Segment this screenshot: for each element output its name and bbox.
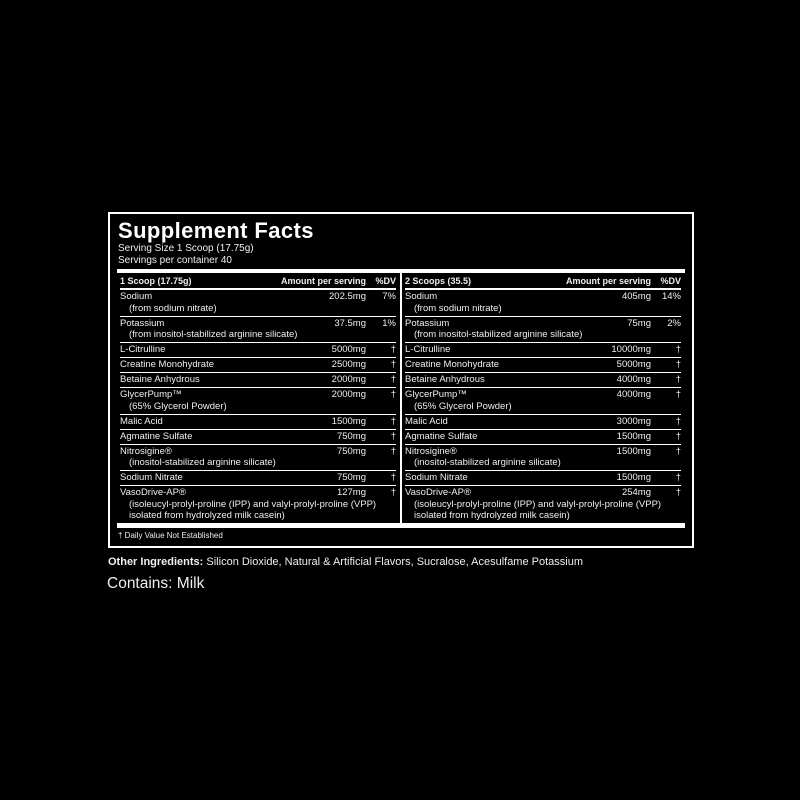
ingredient-name: Potassium [405, 317, 450, 329]
ingredient-dv: † [390, 415, 396, 427]
table-row-main [120, 446, 396, 458]
table-row-main [405, 416, 681, 428]
table-row-main [120, 291, 396, 303]
ingredient-subtext: (65% Glycerol Powder) [129, 400, 227, 412]
column-header-amount: Amount per serving [565, 276, 651, 286]
table-row [405, 415, 681, 430]
table-row [405, 388, 681, 415]
table-row-main [120, 359, 396, 371]
ingredient-dv: † [675, 359, 681, 370]
ingredient-dv: † [390, 389, 396, 400]
ingredient-dv: † [675, 445, 681, 457]
ingredient-subtext: (from sodium nitrate) [129, 302, 217, 314]
table-row-main [405, 374, 681, 386]
ingredient-amount: 4000mg [616, 389, 651, 400]
table-row [120, 415, 396, 430]
table-row [405, 317, 681, 344]
serving-size-text: Serving Size 1 Scoop (17.75g) [118, 243, 254, 254]
ingredient-amount: 3000mg [616, 415, 651, 427]
ingredient-name: GlycerPump™ [405, 389, 467, 400]
ingredient-name: Nitrosigine® [120, 445, 172, 457]
column-header-dv: %DV [660, 276, 681, 286]
ingredient-name: Sodium [405, 291, 438, 302]
column-one-scoop [117, 273, 400, 523]
ingredient-amount: 75mg [627, 317, 651, 329]
table-row [405, 358, 681, 373]
ingredient-name: Sodium Nitrate [120, 472, 183, 483]
ingredient-name: Creatine Monohydrate [120, 359, 214, 370]
ingredient-amount: 750mg [336, 472, 366, 483]
ingredient-amount: 1500mg [616, 445, 651, 457]
ingredient-subtext: (isoleucyl-prolyl-proline (IPP) and valyl-prolyl-proline (VPP) isolated from hydrolyzed milk casein) [129, 498, 377, 521]
table-row [120, 343, 396, 358]
table-row [405, 343, 681, 358]
ingredient-subtext: (inositol-stabilized arginine silicate) [414, 457, 561, 468]
table-row-main [405, 318, 681, 330]
table-row-main [405, 472, 681, 484]
table-row [120, 445, 396, 472]
table-row [120, 486, 396, 523]
table-row [120, 373, 396, 388]
table-row [405, 445, 681, 472]
ingredient-amount: 2000mg [331, 389, 366, 400]
ingredient-dv: † [390, 445, 396, 457]
ingredient-amount: 127mg [336, 487, 366, 498]
facts-table [117, 273, 685, 523]
ingredient-subtext: (inositol-stabilized arginine silicate) [129, 457, 276, 468]
table-row-main [120, 344, 396, 356]
table-row [120, 290, 396, 317]
ingredient-amount: 750mg [336, 430, 366, 442]
ingredient-amount: 1500mg [616, 430, 651, 442]
ingredient-name: Nitrosigine® [405, 445, 457, 457]
column-two-scoops [400, 273, 685, 523]
ingredient-name: Agmatine Sulfate [405, 430, 478, 442]
table-row-main [405, 487, 681, 499]
supplement-facts-panel [108, 212, 694, 548]
ingredient-name: Malic Acid [405, 415, 448, 427]
contains-statement: Contains: Milk [107, 575, 205, 592]
table-row-main [405, 344, 681, 356]
table-row [405, 290, 681, 317]
ingredient-amount: 405mg [621, 291, 651, 302]
table-row-main [405, 389, 681, 401]
ingredient-dv: 1% [382, 317, 396, 329]
ingredient-name: Betaine Anhydrous [405, 374, 485, 385]
table-row-main [120, 389, 396, 401]
table-row [405, 373, 681, 388]
ingredient-dv: † [675, 344, 681, 355]
ingredient-dv: † [675, 487, 681, 498]
ingredient-amount: 254mg [621, 487, 651, 498]
ingredient-subtext: (65% Glycerol Powder) [414, 400, 512, 412]
ingredient-amount: 1500mg [616, 472, 651, 483]
servings-per-container-text: Servings per container 40 [118, 255, 232, 266]
column-header-amount: Amount per serving [280, 276, 366, 286]
table-row-main [120, 472, 396, 484]
ingredient-rows [120, 290, 396, 523]
table-row [120, 430, 396, 445]
ingredient-amount: 2000mg [331, 374, 366, 385]
ingredient-name: Creatine Monohydrate [405, 359, 499, 370]
ingredient-rows [405, 290, 681, 523]
column-header-dv: %DV [375, 276, 396, 286]
ingredient-amount: 5000mg [331, 344, 366, 355]
ingredient-dv: † [390, 430, 396, 442]
other-ingredients-text: Silicon Dioxide, Natural & Artificial Flavors, Sucralose, Acesulfame Potassium [206, 556, 584, 568]
ingredient-name: Sodium [120, 291, 153, 302]
ingredient-dv: † [390, 374, 396, 385]
table-row-main [120, 416, 396, 428]
column-header-row [405, 273, 681, 290]
ingredient-dv: † [675, 415, 681, 427]
table-row-main [120, 318, 396, 330]
ingredient-name: L-Citrulline [120, 344, 166, 355]
other-ingredients [108, 556, 583, 569]
table-row [405, 471, 681, 486]
ingredient-amount: 1500mg [331, 415, 366, 427]
panel-title: Supplement Facts [118, 218, 314, 243]
column-header-serving: 2 Scoops (35.5) [405, 276, 472, 286]
ingredient-dv: † [390, 359, 396, 370]
ingredient-name: GlycerPump™ [120, 389, 182, 400]
ingredient-dv: 7% [382, 291, 396, 302]
table-row [405, 486, 681, 523]
ingredient-subtext: (from inositol-stabilized arginine silicate) [129, 329, 298, 340]
table-row-main [405, 291, 681, 303]
dv-footnote: † Daily Value Not Established [118, 531, 223, 540]
ingredient-name: Malic Acid [120, 415, 163, 427]
column-header-row [120, 273, 396, 290]
table-row [120, 471, 396, 486]
ingredient-dv: † [675, 472, 681, 483]
ingredient-name: L-Citrulline [405, 344, 451, 355]
table-row-main [405, 359, 681, 371]
ingredient-name: Betaine Anhydrous [120, 374, 200, 385]
table-row-main [120, 487, 396, 499]
ingredient-amount: 37.5mg [334, 317, 366, 329]
ingredient-amount: 750mg [336, 445, 366, 457]
ingredient-subtext: (isoleucyl-prolyl-proline (IPP) and valyl-prolyl-proline (VPP) isolated from hydrolyzed milk casein) [414, 498, 662, 521]
table-row-main [120, 431, 396, 443]
ingredient-subtext: (from inositol-stabilized arginine silicate) [414, 329, 583, 340]
ingredient-dv: 2% [667, 317, 681, 329]
ingredient-dv: † [390, 344, 396, 355]
ingredient-name: Agmatine Sulfate [120, 430, 193, 442]
ingredient-dv: 14% [661, 291, 681, 302]
ingredient-amount: 202.5mg [329, 291, 366, 302]
table-row [120, 317, 396, 344]
ingredient-amount: 10000mg [611, 344, 651, 355]
ingredient-dv: † [675, 389, 681, 400]
ingredient-dv: † [390, 472, 396, 483]
ingredient-subtext: (from sodium nitrate) [414, 302, 502, 314]
table-row-main [405, 431, 681, 443]
ingredient-dv: † [390, 487, 396, 498]
ingredient-amount: 4000mg [616, 374, 651, 385]
ingredient-name: VasoDrive-AP® [120, 487, 186, 498]
other-ingredients-label: Other Ingredients: [108, 556, 204, 568]
table-row [405, 430, 681, 445]
table-row [120, 358, 396, 373]
table-row [120, 388, 396, 415]
ingredient-dv: † [675, 374, 681, 385]
ingredient-dv: † [675, 430, 681, 442]
table-row-main [120, 374, 396, 386]
table-row-main [405, 446, 681, 458]
ingredient-amount: 2500mg [331, 359, 366, 370]
ingredient-name: Sodium Nitrate [405, 472, 468, 483]
ingredient-name: VasoDrive-AP® [405, 487, 471, 498]
ingredient-name: Potassium [120, 317, 165, 329]
column-header-serving: 1 Scoop (17.75g) [120, 276, 192, 286]
ingredient-amount: 5000mg [616, 359, 651, 370]
